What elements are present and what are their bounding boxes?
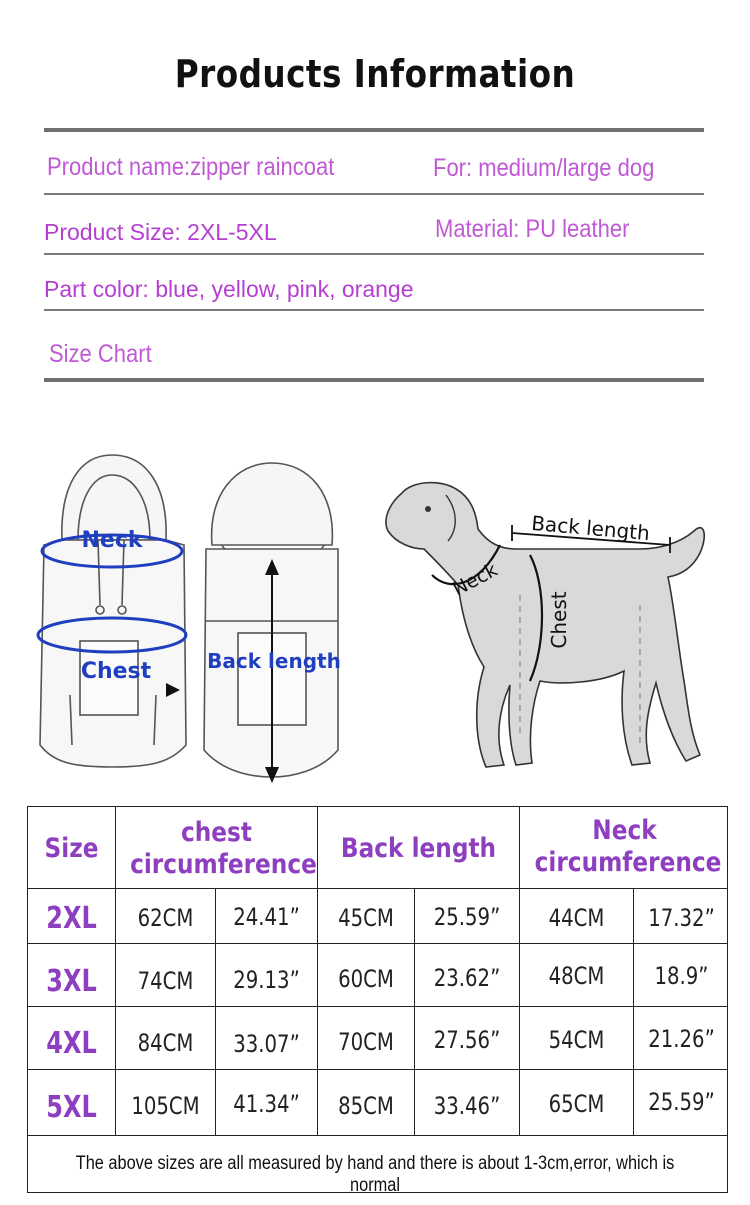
page-title: Products Information (174, 52, 576, 96)
table-cell: 33.07” (233, 1030, 300, 1058)
table-cell: 41.34” (233, 1090, 300, 1118)
table-cell: 70CM (338, 1028, 394, 1056)
header-chest-line1: chest (181, 817, 252, 848)
dog-chest-label: Chest (547, 591, 571, 649)
table-row-size: 5XL (46, 1090, 97, 1125)
table-cell: 48CM (548, 962, 605, 990)
info-divider-3 (44, 309, 704, 311)
table-cell: 18.9” (654, 962, 709, 990)
product-name-text: Product name:zipper raincoat (47, 153, 335, 181)
bottom-divider (44, 378, 704, 382)
size-table (27, 806, 728, 1193)
table-cell: 25.59” (648, 1088, 715, 1116)
table-row-size: 2XL (46, 901, 97, 936)
table-cell: 60CM (338, 965, 394, 993)
header-neck-line1: Neck (592, 815, 657, 846)
coat-chest-label: Chest (80, 659, 152, 684)
table-cell: 54CM (548, 1026, 605, 1054)
measurement-note: The above sizes are all measured by hand and there is about 1-3cm,error, which is normal (75, 1153, 675, 1196)
table-cell: 44CM (548, 904, 605, 932)
table-cell: 21.26” (648, 1025, 715, 1053)
table-row-size: 3XL (46, 964, 97, 999)
table-cell: 62CM (137, 904, 194, 932)
measurement-illustration (0, 445, 750, 790)
info-divider-1 (44, 193, 704, 195)
top-divider (44, 128, 704, 132)
material-text: Material: PU leather (435, 215, 630, 243)
for-dog-text: For: medium/large dog (433, 154, 655, 182)
part-color-text: Part color: blue, yellow, pink, orange (44, 276, 414, 302)
product-size-text: Product Size: 2XL-5XL (44, 219, 277, 245)
table-cell: 105CM (131, 1092, 200, 1120)
table-row-size: 4XL (46, 1026, 97, 1061)
header-neck-line2: circumference (534, 847, 722, 878)
table-cell: 17.32” (648, 904, 715, 932)
table-cell: 74CM (137, 967, 194, 995)
info-divider-2 (44, 253, 704, 255)
table-cell: 33.46” (433, 1092, 501, 1120)
coat-back-length-label: Back length (207, 649, 341, 673)
table-cell: 27.56” (433, 1026, 501, 1054)
header-back-length: Back length (340, 833, 497, 864)
dog-neck-label: Neck (449, 558, 502, 601)
table-cell: 23.62” (433, 964, 501, 992)
table-cell: 65CM (548, 1090, 605, 1118)
table-cell: 25.59” (433, 903, 501, 931)
table-cell: 84CM (137, 1029, 194, 1057)
coat-neck-label: Neck (81, 528, 143, 553)
table-cell: 29.13” (233, 966, 300, 994)
table-cell: 45CM (338, 904, 394, 932)
size-chart-label: Size Chart (49, 340, 152, 368)
header-chest-line2: circumference (130, 849, 317, 880)
dog-back-length-label: Back length (530, 510, 651, 546)
table-cell: 85CM (338, 1092, 394, 1120)
header-size: Size (44, 833, 99, 864)
table-cell: 24.41” (233, 903, 300, 931)
coat-front-drawing (40, 455, 186, 767)
